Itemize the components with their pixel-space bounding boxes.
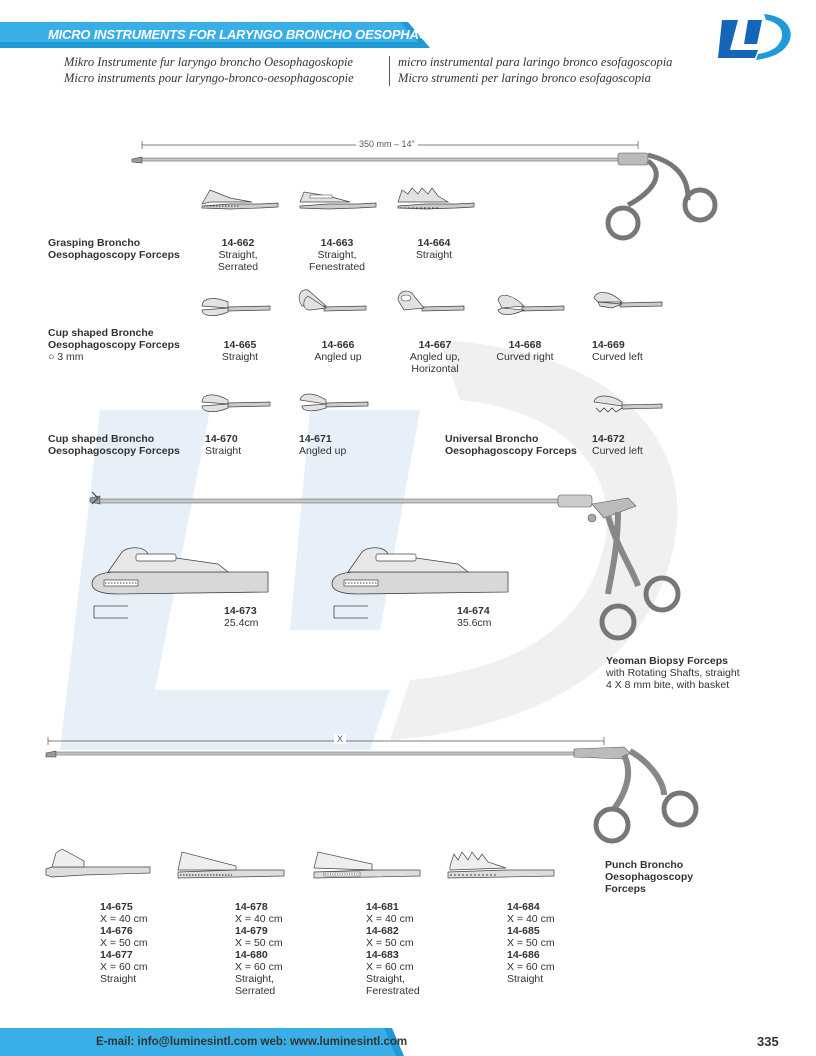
translation-fr: Micro instruments pour laryngo-bronco-oesophagoscopie (64, 71, 354, 85)
tip-14-664 (396, 184, 476, 214)
group1-line4: X = 50 cm (100, 937, 148, 949)
section2-title-line1: Cup shaped Bronche (48, 327, 154, 339)
yeoman-title-line1: Yeoman Biopsy Forceps (606, 655, 728, 667)
item-14-670 (205, 433, 265, 457)
punch-title-line2: Oesophagoscopy (605, 871, 694, 883)
universal-title (445, 433, 577, 457)
item-14-674 (457, 605, 517, 629)
item-14-663 (302, 237, 372, 273)
translation-left (64, 54, 354, 86)
item-14-671 (299, 433, 363, 457)
group1-line6: X = 60 cm (100, 961, 148, 973)
section3-title (48, 433, 180, 457)
group1-line2: X = 40 cm (100, 913, 148, 925)
code-14-670: 14-670 (205, 433, 238, 445)
tip-14-684 (446, 848, 556, 884)
punch-title-line1: Punch Broncho (605, 859, 684, 871)
item-14-669 (592, 339, 662, 363)
group3-line6: X = 60 cm (366, 961, 414, 973)
group1-line7: Straight (100, 973, 137, 985)
code-14-665: 14-665 (223, 339, 257, 351)
item-14-667-line2: Horizontal (411, 363, 459, 375)
code-14-685: 14-685 (507, 925, 540, 937)
item-14-668 (490, 339, 560, 363)
item-14-663-line1: Straight, (317, 249, 357, 261)
tip-14-675 (44, 845, 152, 885)
tip-14-662 (200, 186, 280, 214)
footer-contact: E-mail: info@luminesintl.com web: www.luminesintl.com (96, 1036, 408, 1048)
code-14-662: 14-662 (221, 237, 255, 249)
item-14-668-line1: Curved right (496, 351, 554, 363)
group2-line7: Straight, (235, 973, 275, 985)
group3-line7: Straight, (366, 973, 406, 985)
code-14-669: 14-669 (592, 339, 625, 351)
yeoman-desc1: with Rotating Shafts, straight (606, 667, 740, 679)
universal-title-line1: Universal Broncho (445, 433, 539, 445)
tip-14-672 (592, 390, 664, 418)
translation-it: Micro strumenti per laringo bronco esofagoscopia (398, 71, 651, 85)
item-14-662 (208, 237, 268, 273)
group-14-684 (507, 901, 587, 985)
code-14-666: 14-666 (321, 339, 355, 351)
item-14-672-line1: Curved left (592, 445, 643, 457)
item-14-673-line1: 25.4cm (224, 617, 259, 629)
group2-line4: X = 50 cm (235, 937, 283, 949)
code-14-679: 14-679 (235, 925, 268, 937)
section2-title-line2: Oesophagoscopy Forceps (48, 339, 180, 351)
translation-de: Mikro Instrumente fur laryngo broncho Oesophagoskopie (64, 55, 353, 69)
page-number: 335 (757, 1034, 779, 1049)
item-14-674-line1: 35.6cm (457, 617, 492, 629)
code-14-668: 14-668 (508, 339, 542, 351)
tip-14-671 (298, 388, 370, 416)
item-14-664-line1: Straight (415, 249, 453, 261)
group-14-675 (100, 901, 180, 985)
item-14-665-line1: Straight (221, 351, 259, 363)
item-14-663-line2: Fenestrated (308, 261, 366, 273)
group3-line2: X = 40 cm (366, 913, 414, 925)
tip-14-668 (494, 290, 566, 320)
tip-14-670 (200, 388, 272, 416)
punch-title-line3: Forceps (605, 883, 646, 895)
tip-14-667 (394, 286, 466, 320)
item-14-667-line1: Angled up, (409, 351, 461, 363)
group2-line2: X = 40 cm (235, 913, 283, 925)
code-14-674: 14-674 (457, 605, 490, 617)
section1-title-line2: Oesophagoscopy Forceps (48, 249, 180, 261)
item-14-669-line1: Curved left (592, 351, 643, 363)
group2-line6: X = 60 cm (235, 961, 283, 973)
code-14-683: 14-683 (366, 949, 399, 961)
section3-title-line2: Oesophagoscopy Forceps (48, 445, 180, 457)
page-title: MICRO INSTRUMENTS FOR LARYNGO BRONCHO OESOPHAGOSCOPY (48, 27, 483, 42)
code-14-671: 14-671 (299, 433, 332, 445)
item-14-666-line1: Angled up (314, 351, 362, 363)
group-14-678 (235, 901, 315, 997)
code-14-673: 14-673 (224, 605, 257, 617)
item-14-662-line1: Straight, (218, 249, 258, 261)
code-14-680: 14-680 (235, 949, 268, 961)
yeoman-title (606, 655, 740, 691)
code-14-675: 14-675 (100, 901, 133, 913)
section1-title (48, 237, 180, 261)
code-14-682: 14-682 (366, 925, 399, 937)
universal-title-line2: Oesophagoscopy Forceps (445, 445, 577, 457)
translation-es: micro instrumental para laringo bronco esofagoscopia (398, 55, 673, 69)
punch-title (605, 859, 693, 895)
item-14-667 (402, 339, 468, 375)
section1-title-line1: Grasping Broncho (48, 237, 141, 249)
item-14-670-line1: Straight (205, 445, 242, 457)
code-14-684: 14-684 (507, 901, 540, 913)
tip-14-669 (592, 288, 664, 318)
code-14-681: 14-681 (366, 901, 399, 913)
item-14-666 (306, 339, 370, 363)
tip-14-681 (312, 846, 422, 884)
code-14-677: 14-677 (100, 949, 133, 961)
section2-size: ○ 3 mm (48, 351, 84, 363)
code-14-663: 14-663 (320, 237, 354, 249)
group2-line8: Serrated (235, 985, 276, 997)
translation-divider (389, 56, 390, 86)
group3-line8: Ferestrated (366, 985, 420, 997)
item-14-665 (210, 339, 270, 363)
group3-line4: X = 50 cm (366, 937, 414, 949)
group4-line4: X = 50 cm (507, 937, 555, 949)
item-14-671-line1: Angled up (299, 445, 347, 457)
code-14-686: 14-686 (507, 949, 540, 961)
dimension-label: 350 mm – 14" (356, 139, 418, 149)
section3-title-line1: Cup shaped Broncho (48, 433, 155, 445)
code-14-672: 14-672 (592, 433, 625, 445)
tip-14-663 (298, 186, 378, 214)
punch-forceps-full-instrument (44, 735, 724, 855)
item-14-673 (224, 605, 284, 629)
tip-14-666 (296, 286, 368, 320)
tip-14-678 (176, 848, 286, 884)
group4-line7: Straight (507, 973, 544, 985)
item-14-662-line2: Serrated (217, 261, 259, 273)
item-14-664 (404, 237, 464, 261)
tip-14-665 (200, 292, 272, 320)
yeoman-desc2: 4 X 8 mm bite, with basket (606, 679, 730, 691)
item-14-672 (592, 433, 662, 457)
dimension-x-label: X (334, 734, 346, 744)
group-14-681 (366, 901, 446, 997)
group4-line2: X = 40 cm (507, 913, 555, 925)
code-14-678: 14-678 (235, 901, 268, 913)
code-14-667: 14-667 (418, 339, 452, 351)
section2-title (48, 327, 180, 363)
lumines-logo-icon (718, 10, 794, 62)
translation-right (398, 54, 672, 86)
group4-line6: X = 60 cm (507, 961, 555, 973)
code-14-664: 14-664 (417, 237, 451, 249)
code-14-676: 14-676 (100, 925, 133, 937)
